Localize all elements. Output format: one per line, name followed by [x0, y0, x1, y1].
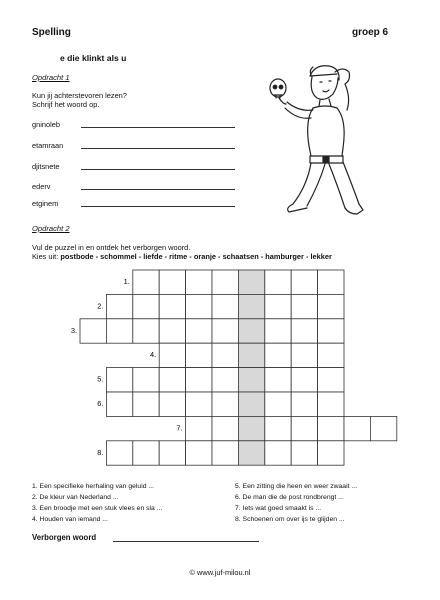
opdracht1-label: Opdracht 1	[32, 73, 70, 82]
crossword-cell[interactable]	[212, 319, 238, 343]
crossword-cell[interactable]	[212, 294, 238, 318]
subtitle: e die klinkt als u	[60, 53, 127, 63]
crossword-cell[interactable]	[212, 441, 238, 465]
crossword-cell[interactable]	[318, 441, 344, 465]
crossword-cell[interactable]	[106, 392, 132, 416]
clue-4: 4. Houden van iemand ...	[32, 516, 108, 523]
clue-1: 1. Een specifieke herhaling van geluid ...	[32, 483, 155, 490]
row-number: 5.	[97, 374, 104, 384]
opdracht1-instruction-2: Schrijf het woord op.	[32, 100, 100, 109]
crossword-cell[interactable]	[265, 368, 291, 392]
hidden-word-cell[interactable]	[238, 441, 264, 465]
crossword-cell[interactable]	[344, 416, 370, 440]
reversed-word: gninoleb	[32, 120, 60, 129]
crossword-cell[interactable]	[133, 319, 159, 343]
crossword-cell[interactable]	[186, 416, 212, 440]
footer: © www.juf-milou.nl	[189, 568, 251, 577]
clue-6: 6. De man die de post rondbrengt ...	[235, 494, 344, 501]
crossword-cell[interactable]	[212, 392, 238, 416]
crossword-cell[interactable]	[212, 270, 238, 294]
crossword-cell[interactable]	[291, 416, 317, 440]
crossword-cell[interactable]	[265, 319, 291, 343]
reversed-word: etginem	[32, 199, 59, 208]
choose-label: Kies uit:	[32, 252, 59, 261]
crossword-cell[interactable]	[159, 270, 185, 294]
crossword-cell[interactable]	[265, 343, 291, 367]
crossword-cell[interactable]	[291, 270, 317, 294]
crossword-cell[interactable]	[80, 319, 106, 343]
crossword-cell[interactable]	[291, 392, 317, 416]
crossword-cell[interactable]	[265, 441, 291, 465]
group-label: groep 6	[352, 27, 389, 38]
opdracht2-instruction: Vul de puzzel in en ontdek het verborgen woord.	[32, 243, 191, 252]
crossword-cell[interactable]	[186, 270, 212, 294]
choice-list: postbode - schommel - liefde - ritme - oranje - schaatsen - hamburger - lekker	[60, 252, 332, 261]
hidden-word-label: Verborgen woord	[32, 533, 97, 542]
crossword-cell[interactable]	[265, 392, 291, 416]
crossword-cell[interactable]	[186, 441, 212, 465]
crossword-cell[interactable]	[318, 392, 344, 416]
row-number: 1.	[123, 277, 130, 286]
crossword-cell[interactable]	[106, 319, 132, 343]
clue-2: 2. De kleur van Nederland ...	[32, 494, 119, 501]
hidden-word-cell[interactable]	[238, 343, 264, 367]
crossword-cell[interactable]	[318, 368, 344, 392]
crossword-cell[interactable]	[159, 441, 185, 465]
crossword-cell[interactable]	[106, 368, 132, 392]
crossword-cell[interactable]	[291, 441, 317, 465]
crossword-cell[interactable]	[318, 294, 344, 318]
hidden-word-line[interactable]	[113, 541, 259, 542]
hidden-word-cell[interactable]	[238, 294, 264, 318]
crossword-cell[interactable]	[318, 270, 344, 294]
crossword-cell[interactable]	[318, 416, 344, 440]
hidden-word-cell[interactable]	[238, 392, 264, 416]
crossword-cell[interactable]	[159, 392, 185, 416]
crossword-cell[interactable]	[106, 294, 132, 318]
clue-5: 5. Een zitting die heen en weer zwaait ...	[235, 483, 358, 490]
hidden-word-cell[interactable]	[238, 416, 264, 440]
row-number: 4.	[150, 350, 157, 360]
clue-8: 8. Schoenen om over ijs te glijden ...	[235, 516, 345, 523]
crossword-cell[interactable]	[133, 441, 159, 465]
crossword-cell[interactable]	[291, 343, 317, 367]
hidden-word-cell[interactable]	[238, 319, 264, 343]
clue-7: 7. Iets wat goed smaakt is ...	[235, 505, 322, 512]
crossword-cell[interactable]	[291, 294, 317, 318]
crossword-cell[interactable]	[265, 270, 291, 294]
reversed-word: ederv	[32, 182, 51, 191]
crossword-cell[interactable]	[133, 294, 159, 318]
crossword-cell[interactable]	[212, 416, 238, 440]
clue-3: 3. Een broodje met een stuk vlees en sla ...	[32, 505, 163, 512]
crossword-cell[interactable]	[186, 343, 212, 367]
reversed-word: djitsnete	[32, 162, 60, 171]
row-number: 6.	[97, 399, 104, 408]
hidden-word-cell[interactable]	[238, 270, 264, 294]
crossword-cell[interactable]	[291, 319, 317, 343]
opdracht1-instruction-1: Kun jij achterstevoren lezen?	[32, 91, 127, 100]
crossword-cell[interactable]	[133, 270, 159, 294]
crossword-cell[interactable]	[212, 343, 238, 367]
crossword-cell[interactable]	[159, 368, 185, 392]
crossword-cell[interactable]	[133, 368, 159, 392]
crossword-cell[interactable]	[133, 392, 159, 416]
crossword-cell[interactable]	[265, 294, 291, 318]
row-number: 3.	[70, 325, 77, 335]
crossword-cell[interactable]	[318, 343, 344, 367]
crossword-cell[interactable]	[370, 416, 396, 440]
crossword-cell[interactable]	[159, 343, 185, 367]
crossword-cell[interactable]	[318, 319, 344, 343]
crossword-cell[interactable]	[186, 294, 212, 318]
crossword-cell[interactable]	[159, 319, 185, 343]
crossword-cell[interactable]	[106, 441, 132, 465]
row-number: 2.	[97, 301, 104, 311]
row-number: 8.	[97, 447, 104, 457]
opdracht2-label: Opdracht 2	[32, 224, 70, 233]
crossword-cell[interactable]	[291, 368, 317, 392]
reversed-word: etamraan	[32, 141, 64, 150]
crossword-cell[interactable]	[265, 416, 291, 440]
hidden-word-cell[interactable]	[238, 368, 264, 392]
crossword-cell[interactable]	[212, 368, 238, 392]
crossword-cell[interactable]	[186, 368, 212, 392]
row-number: 7.	[176, 423, 183, 433]
crossword-cell[interactable]	[186, 319, 212, 343]
crossword-cell[interactable]	[186, 392, 212, 416]
crossword-cell[interactable]	[159, 294, 185, 318]
page-title: Spelling	[32, 27, 71, 38]
